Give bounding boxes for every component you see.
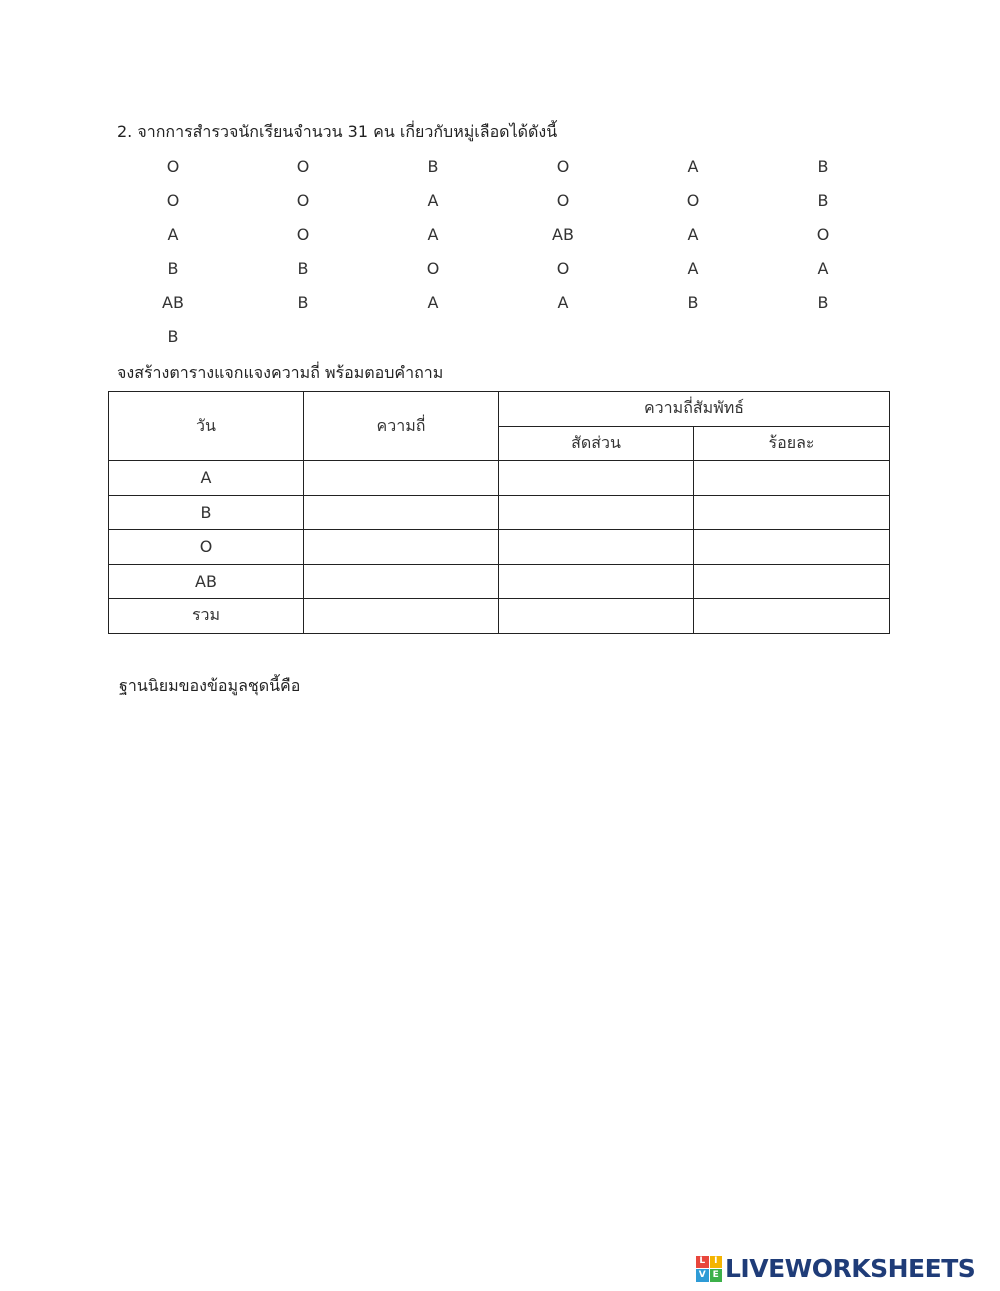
blood-group-value: O [166,157,180,176]
ratio-answer-cell[interactable] [499,530,694,565]
table-row [109,599,890,634]
blood-group-value: B [817,293,829,312]
row-label: A [109,461,304,496]
percent-answer-cell[interactable] [694,564,890,599]
ratio-answer-cell[interactable] [499,495,694,530]
frequency-table [108,391,890,634]
header-ratio: สัดส่วน [499,426,694,461]
blood-group-value: AB [552,225,574,244]
blood-group-value: A [427,293,439,312]
header-percent: ร้อยละ [694,426,890,461]
blood-group-value: B [297,293,309,312]
row-label: B [109,495,304,530]
percent-answer-cell[interactable] [694,495,890,530]
blood-group-value: O [556,157,570,176]
blood-group-value: O [296,191,310,210]
logo-mark-icon [696,1256,722,1282]
blood-group-value: O [166,191,180,210]
blood-group-value: O [556,259,570,278]
frequency-answer-cell[interactable] [304,495,499,530]
instruction-text: จงสร้างตารางแจกแจงความถี่ พร้อมตอบคำถาม [117,363,444,382]
blood-group-value: B [167,259,179,278]
logo-mark-square: E [710,1269,723,1282]
header-frequency: ความถี่ [304,392,499,461]
blood-group-value: O [556,191,570,210]
blood-group-value: A [557,293,569,312]
blood-group-value: O [686,191,700,210]
blood-group-value: O [426,259,440,278]
logo-text: LIVEWORKSHEETS [725,1254,976,1283]
blood-group-value: O [296,157,310,176]
row-label: AB [109,564,304,599]
liveworksheets-logo [696,1254,975,1283]
logo-mark-square: I [710,1256,723,1269]
blood-group-value: B [427,157,439,176]
blood-group-value: A [427,191,439,210]
row-label-total: รวม [109,599,304,634]
ratio-answer-cell[interactable] [499,564,694,599]
header-relative-frequency: ความถี่สัมพัทธ์ [499,392,890,427]
logo-mark-square: V [696,1269,709,1282]
blood-group-value: B [817,157,829,176]
blood-group-value: AB [162,293,184,312]
header-group: วัน [109,392,304,461]
frequency-answer-cell[interactable] [304,599,499,634]
blood-group-value: O [296,225,310,244]
blood-group-value: A [817,259,829,278]
blood-group-value: A [427,225,439,244]
percent-answer-cell[interactable] [694,461,890,496]
frequency-answer-cell[interactable] [304,461,499,496]
frequency-answer-cell[interactable] [304,564,499,599]
logo-mark-square: L [696,1256,709,1269]
blood-group-value: A [687,259,699,278]
ratio-answer-cell[interactable] [499,461,694,496]
ratio-answer-cell[interactable] [499,599,694,634]
blood-group-value: B [687,293,699,312]
question-text: 2. จากการสำรวจนักเรียนจำนวน 31 คน เกี่ยวกับหมู่เลือดได้ดังนี้ [117,122,558,141]
blood-group-value: A [687,157,699,176]
blood-group-value: O [816,225,830,244]
table-row [109,564,890,599]
blood-group-value: B [297,259,309,278]
frequency-answer-cell[interactable] [304,530,499,565]
table-row [109,461,890,496]
percent-answer-cell[interactable] [694,599,890,634]
blood-group-value: B [167,327,179,346]
table-row [109,530,890,565]
blood-group-value: A [167,225,179,244]
row-label: O [109,530,304,565]
blood-group-value: B [817,191,829,210]
mode-question-text: ฐานนิยมของข้อมูลชุดนี้คือ [119,676,301,695]
blood-group-value: A [687,225,699,244]
percent-answer-cell[interactable] [694,530,890,565]
table-row [109,495,890,530]
